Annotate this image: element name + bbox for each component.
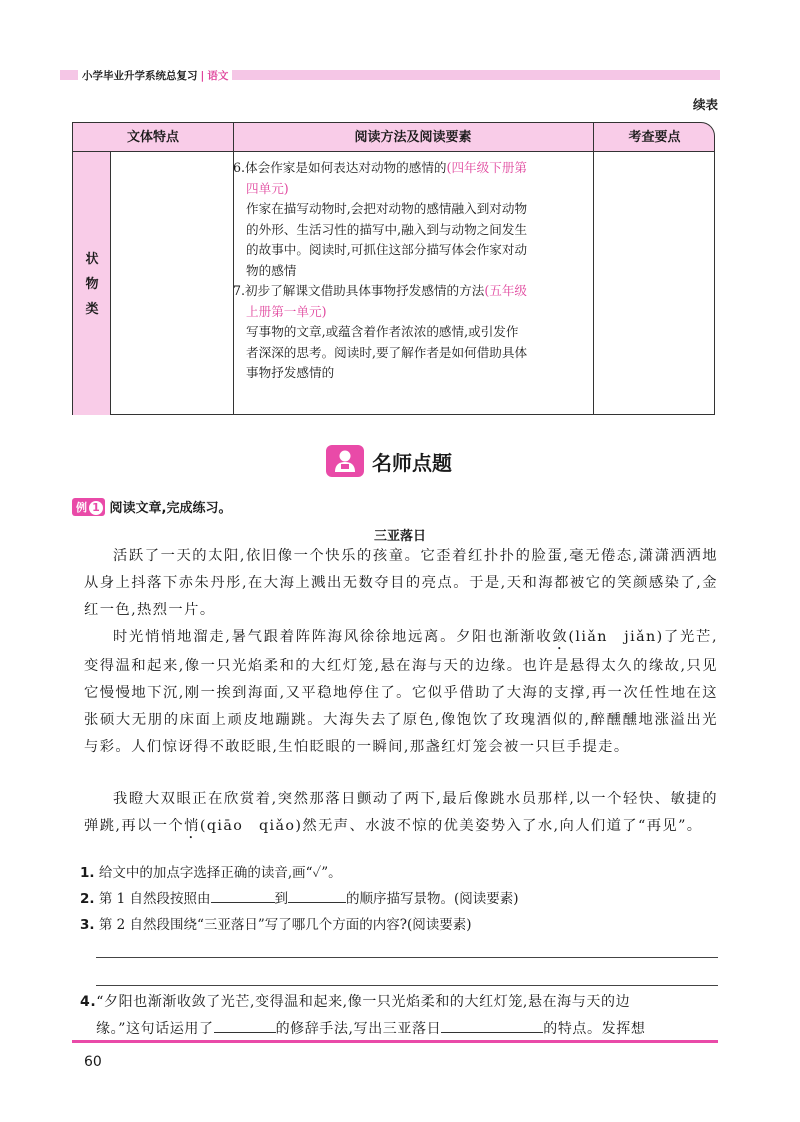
- category-char: 类: [85, 302, 99, 317]
- section-title-text: 名师点题: [372, 451, 452, 475]
- table-header-cell: 文体特点: [126, 130, 179, 145]
- method-cell: [233, 158, 591, 384]
- page-number: 60: [84, 1054, 102, 1070]
- example-badge: 例 1: [72, 498, 105, 516]
- method-line: 的外形、生活习性的描写中,融入到与动物之间发生: [246, 221, 528, 237]
- answer-blank[interactable]: [214, 1020, 276, 1033]
- category-char: 状: [85, 252, 99, 267]
- method-line: 7.初步了解课文借助具体事物抒发感情的方法(五年级: [233, 283, 528, 298]
- method-line: 写事物的文章,或蕴含着作者浓浓的感情,或引发作: [246, 324, 519, 339]
- article-paragraph-1: 活跃了一天的太阳,依旧像一个快乐的孩童。它歪着红扑扑的脸蛋,毫无倦态,潇潇洒洒地从身上抖落下赤朱丹彤,在大海上溅出无数夺目的亮点。于是,天和海都被它的笑颜感染了,金红一色,热烈一片。: [84, 548, 718, 618]
- table-header-cell: 阅读方法及阅读要素: [354, 130, 472, 145]
- answer-line[interactable]: [96, 985, 718, 986]
- header-separator: |: [200, 70, 205, 82]
- example-instruction: [72, 497, 231, 516]
- answer-blank[interactable]: [441, 1020, 543, 1033]
- series-title: 小学毕业升学系统总复习: [82, 70, 198, 82]
- table-header-row: [72, 122, 715, 152]
- table-header-cell: 考查要点: [628, 130, 681, 145]
- running-header: [78, 68, 232, 83]
- question-3: 3. 第 2 自然段围绕“三亚落日”写了哪几个方面的内容?(阅读要素): [80, 917, 472, 933]
- method-line: 物的感情: [246, 262, 297, 278]
- example-number: 1: [89, 501, 103, 515]
- instruction-text: 阅读文章,完成练习。: [109, 501, 232, 516]
- answer-blank[interactable]: [288, 890, 346, 903]
- table-body: [72, 152, 715, 415]
- answer-blank[interactable]: [211, 890, 275, 903]
- method-line: 四单元): [246, 180, 289, 196]
- answer-line[interactable]: [96, 957, 718, 958]
- method-line: 6.体会作家是如何表达对动物的感情的(四年级下册第: [233, 160, 528, 175]
- method-line: 上册第一单元): [246, 303, 327, 319]
- emphasized-char: 敛: [552, 629, 569, 645]
- method-line: 者深深的思考。阅读时,要了解作者是如何借助具体: [246, 344, 528, 360]
- subject-label: 语文: [207, 70, 229, 82]
- question-2: 2. 第 1 自然段按照由 到 的顺序描写景物。(阅读要素): [80, 891, 519, 907]
- method-line: 的故事中。阅读时,可抓住这部分描写体会作家对动: [246, 242, 528, 257]
- article-paragraph-3: 我瞪大双眼正在欣赏着,突然那落日颤动了两下,最后像跳水员那样,以一个轻快、敏捷的弹跳,再以一个悄(qiāo qiǎo)然无声、水波不惊的优美姿势入了水,向人们道了“再见”。: [84, 791, 718, 834]
- footer-rule: [72, 1040, 718, 1043]
- method-line: 作家在描写动物时,会把对动物的感情融入到对动物: [246, 201, 528, 216]
- question-4: 4.“夕阳也渐渐收敛了光芒,变得温和起来,像一只光焰柔和的大红灯笼,悬在海与天的边 缘。”这句话运用了 的修辞手法,写出三亚落日 的特点。发挥想: [80, 994, 646, 1037]
- reading-table: [72, 122, 715, 415]
- article-paragraph-2: 时光悄悄地溜走,暑气跟着阵阵海风徐徐地远离。夕阳也渐渐收敛(liǎn jiǎn)了光芒,变得温和起来,像一只光焰柔和的大红灯笼,悬在海与天的边缘。也许是悬得太久的缘故,只见它慢慢地下沉,刚一挨到海面,又平稳地停住了。它似乎借助了大海的支撑,再一次任性地在这张硕大无朋的床面上顽皮地蹦跳。大海失去了原色,像饱饮了玫瑰酒似的,醉醺醺地涨溢出光与彩。人们惊讶得不敢眨眼,生怕眨眼的一瞬间,那盏红灯笼会被一只巨手提走。: [84, 629, 718, 755]
- category-cell: [73, 152, 111, 415]
- continued-label: 续表: [692, 97, 718, 112]
- category-char: 物: [85, 277, 99, 292]
- article-title: 三亚落日: [373, 529, 426, 544]
- emphasized-char: 悄: [184, 818, 200, 834]
- question-1: 1. 给文中的加点字选择正确的读音,画“✓”。: [80, 865, 342, 881]
- method-line: 事物抒发感情的: [246, 365, 335, 380]
- teacher-icon: [326, 445, 364, 477]
